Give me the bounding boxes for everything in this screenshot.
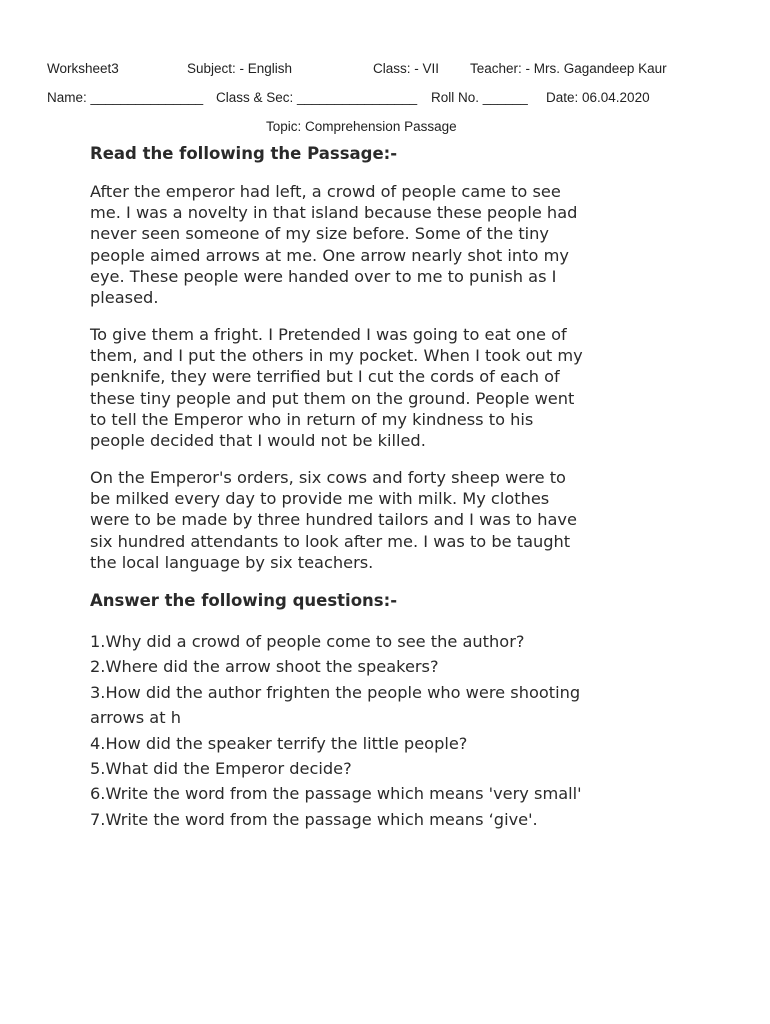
passage-line: the local language by six teachers.	[90, 552, 374, 572]
worksheet-number: Worksheet3	[47, 61, 119, 76]
question-item: 1.Why did a crowd of people come to see the author?	[90, 632, 525, 651]
question-item: 4.How did the speaker terrify the little people?	[90, 733, 468, 753]
date-label: Date: 06.04.2020	[546, 90, 650, 105]
passage-line: people aimed arrows at me. One arrow nearly shot into my	[90, 245, 569, 265]
teacher-label: Teacher: - Mrs. Gagandeep Kaur	[470, 61, 667, 76]
passage-line: them, and I put the others in my pocket. When I took out my	[90, 346, 583, 366]
questions-heading: Answer the following questions:-	[90, 591, 398, 610]
class-sec-field: Class & Sec: ________________	[216, 90, 418, 105]
question-item: 6.Write the word from the passage which means 'very small'	[90, 784, 582, 804]
class-label: Class: - VII	[373, 61, 440, 76]
passage-line: never seen someone of my size before. Some of the tiny	[90, 224, 550, 244]
passage-line: pleased.	[90, 288, 159, 308]
passage-line: me. I was a novelty in that island because these people had	[90, 203, 578, 223]
question-item: 3.How did the author frighten the people who were shooting	[90, 682, 581, 702]
passage-line: To give them a fright. I Pretended I was going to eat one of	[90, 325, 567, 344]
passage-line: penknife, they were terrified but I cut the cords of each of	[90, 367, 560, 387]
topic-label: Topic: Comprehension Passage	[266, 119, 457, 134]
passage-line: to tell the Emperor who in return of my kindness to his	[90, 409, 534, 429]
passage-line: After the emperor had left, a crowd of people came to see	[90, 182, 561, 201]
passage-line: On the Emperor's orders, six cows and forty sheep were to	[90, 468, 566, 487]
passage-line: eye. These people were handed over to me to punish as I	[90, 266, 557, 286]
passage-line: six hundred attendants to look after me. I was to be taught	[90, 531, 571, 551]
question-item: arrows at h	[90, 708, 181, 728]
questions-list	[90, 629, 710, 832]
passage-line: people decided that I would not be killed.	[90, 431, 426, 451]
passage-paragraph-2	[90, 324, 690, 451]
passage-line: these tiny people and put them on the ground. People went	[90, 388, 575, 408]
passage-line: be milked every day to provide me with milk. My clothes	[90, 489, 550, 509]
question-item: 7.Write the word from the passage which means ‘give'.	[90, 809, 538, 829]
question-item: 2.Where did the arrow shoot the speakers?	[90, 657, 439, 677]
name-field: Name: _______________	[47, 90, 204, 105]
passage-line: were to be made by three hundred tailors and I was to have	[90, 510, 577, 530]
roll-no-field: Roll No. ______	[431, 90, 528, 105]
passage-paragraph-1	[90, 181, 690, 308]
subject-label: Subject: - English	[187, 61, 293, 76]
passage-heading: Read the following the Passage:-	[90, 144, 398, 163]
question-item: 5.What did the Emperor decide?	[90, 759, 352, 779]
passage-paragraph-3	[90, 467, 690, 573]
